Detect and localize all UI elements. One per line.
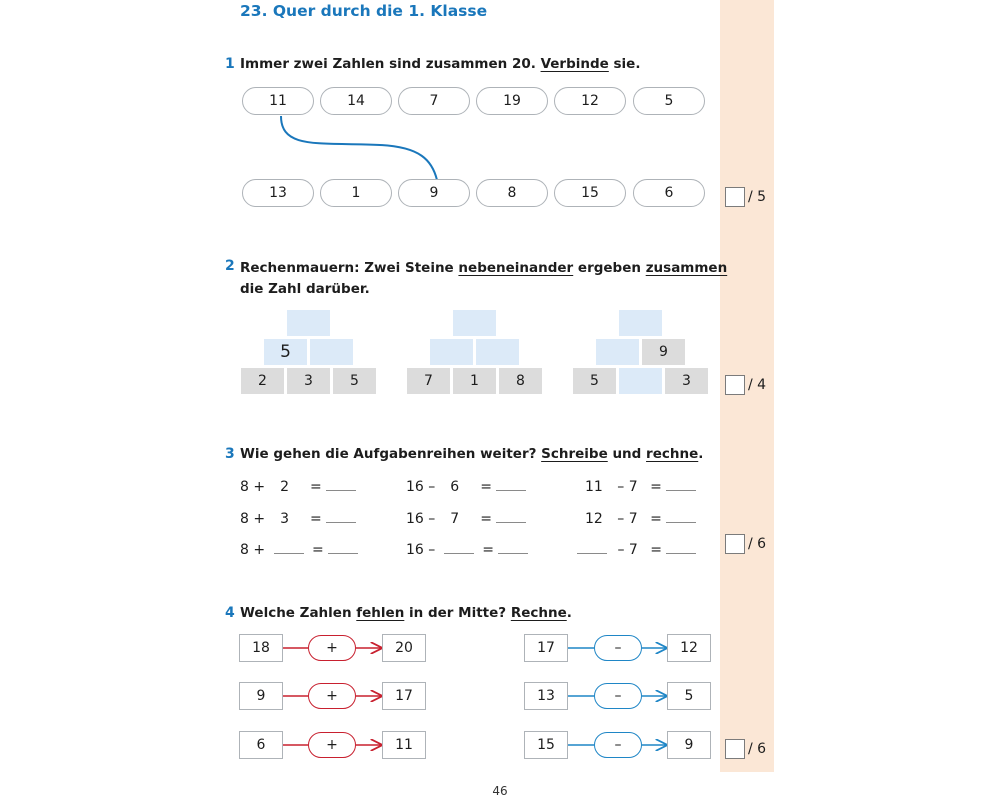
task-3-number: 3 <box>225 446 235 462</box>
wall-brick: 7 <box>406 367 451 395</box>
task-1-instruction: Immer zwei Zahlen sind zusammen 20. Verbinde sie. <box>240 56 641 72</box>
start-number: 6 <box>239 731 283 759</box>
wall-brick: 2 <box>240 367 285 395</box>
task-4-score: / 6 <box>725 739 766 759</box>
wall-brick[interactable]: 5 <box>263 338 308 366</box>
wall-brick: 3 <box>286 367 331 395</box>
number-pill[interactable]: 7 <box>398 87 470 115</box>
task-1-score: / 5 <box>725 187 766 207</box>
task-4-number: 4 <box>225 605 235 621</box>
end-number: 11 <box>382 731 426 759</box>
missing-number-field[interactable]: – <box>594 732 642 758</box>
number-pill[interactable]: 1 <box>320 179 392 207</box>
task-4-instruction: Welche Zahlen fehlen in der Mitte? Rechne. <box>240 605 572 621</box>
task-2-number: 2 <box>225 258 235 274</box>
start-number: 9 <box>239 682 283 710</box>
number-pill[interactable]: 15 <box>554 179 626 207</box>
wall-brick: 8 <box>498 367 543 395</box>
number-pill[interactable]: 6 <box>633 179 705 207</box>
end-number: 5 <box>667 682 711 710</box>
equation-row: 11 – 7 = <box>585 478 696 495</box>
number-pill[interactable]: 14 <box>320 87 392 115</box>
number-pill[interactable]: 12 <box>554 87 626 115</box>
start-number: 18 <box>239 634 283 662</box>
equation-row: 8 + = <box>240 541 358 558</box>
missing-number-field[interactable]: – <box>594 635 642 661</box>
equation-row: 12 – 7 = <box>585 510 696 527</box>
number-pill[interactable]: 9 <box>398 179 470 207</box>
end-number: 20 <box>382 634 426 662</box>
missing-number-field[interactable]: + <box>308 635 356 661</box>
equation-row: 16 – 6 = <box>406 478 526 495</box>
number-pill[interactable]: 8 <box>476 179 548 207</box>
page-title: 23. Quer durch die 1. Klasse <box>240 2 488 20</box>
score-checkbox[interactable] <box>725 739 745 759</box>
wall-brick: 3 <box>664 367 709 395</box>
number-pill[interactable]: 11 <box>242 87 314 115</box>
equation-row: 16 – = <box>406 541 528 558</box>
missing-number-field[interactable]: + <box>308 732 356 758</box>
wall-brick: 5 <box>572 367 617 395</box>
wall-brick: 9 <box>641 338 686 366</box>
equation-row: 8 + 3 = <box>240 510 356 527</box>
wall-brick: 5 <box>332 367 377 395</box>
start-number: 15 <box>524 731 568 759</box>
task-2-instruction: Rechenmauern: Zwei Steine nebeneinander ergeben zusammen die Zahl darüber. <box>240 260 728 297</box>
number-pill[interactable]: 5 <box>633 87 705 115</box>
number-pill[interactable]: 13 <box>242 179 314 207</box>
equation-row: 16 – 7 = <box>406 510 526 527</box>
equation-row: – 7 = <box>577 541 696 558</box>
missing-number-field[interactable]: + <box>308 683 356 709</box>
page-number: 46 <box>492 784 508 798</box>
end-number: 12 <box>667 634 711 662</box>
end-number: 17 <box>382 682 426 710</box>
equation-row: 8 + 2 = <box>240 478 356 495</box>
task-3-instruction: Wie gehen die Aufgabenreihen weiter? Schreibe und rechne. <box>240 446 704 462</box>
task-3-score: / 6 <box>725 534 766 554</box>
task-2-score: / 4 <box>725 375 766 395</box>
start-number: 17 <box>524 634 568 662</box>
task-1-number: 1 <box>225 56 235 72</box>
number-pill[interactable]: 19 <box>476 87 548 115</box>
end-number: 9 <box>667 731 711 759</box>
missing-number-field[interactable]: – <box>594 683 642 709</box>
wall-brick: 1 <box>452 367 497 395</box>
start-number: 13 <box>524 682 568 710</box>
